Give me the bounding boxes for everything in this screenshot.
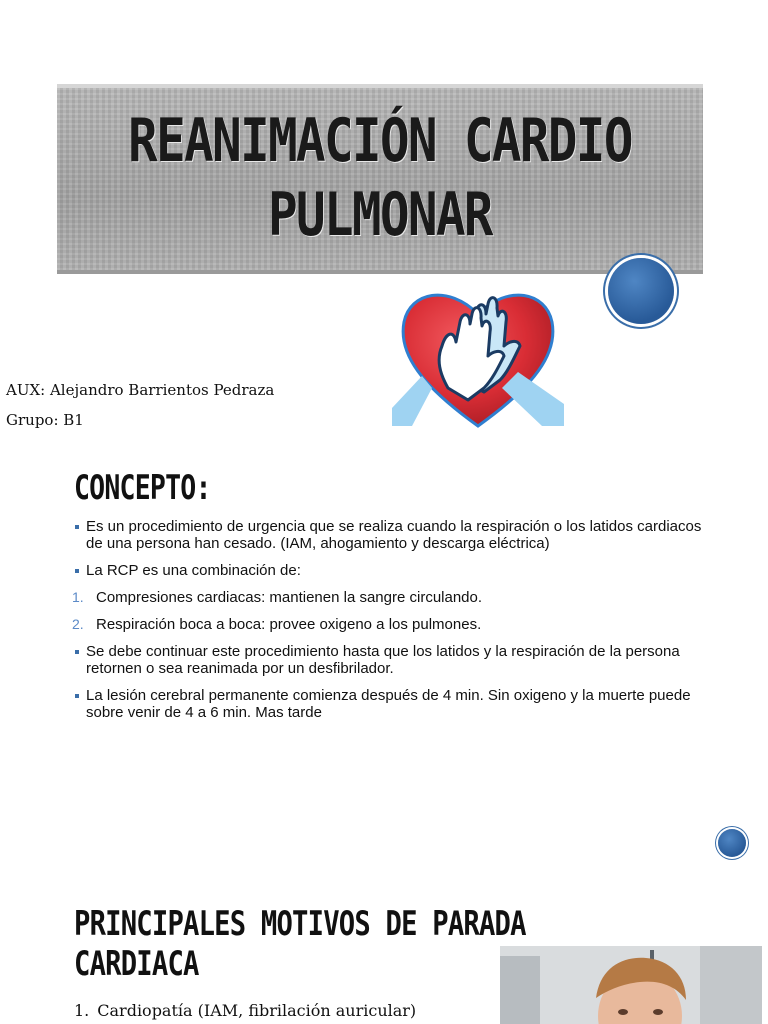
title-line-2: PULMONAR — [268, 180, 492, 250]
numbered-item — [72, 589, 702, 606]
title-band — [57, 84, 703, 274]
item-text: Cardiopatía (IAM, fibrilación auricular) — [97, 1001, 417, 1020]
concept-heading: CONCEPTO: — [74, 468, 211, 508]
item-number: 2. — [72, 616, 84, 632]
slide-title — [0, 0, 768, 440]
author-line: AUX: Alejandro Barrientos Pedraza — [6, 381, 275, 399]
list-item: Es un procedimiento de urgencia que se realiza cuando la respiración o los latidos cardiacos de una persona han cesado. (IAM, ahogamiento y descarga eléctrica) — [72, 518, 702, 552]
group-line: Grupo: B1 — [6, 411, 84, 429]
title-underline — [57, 270, 703, 274]
slide-concept — [0, 440, 768, 880]
heart-hands-icon — [392, 276, 564, 436]
item-number: 1. — [74, 1001, 90, 1020]
blue-circle-decoration — [608, 258, 674, 324]
slide-causes — [0, 880, 768, 1024]
list-item: Se debe continuar este procedimiento hasta que los latidos y la respiración de la persona retornen o sea reanimada por un desfibrilador. — [72, 643, 702, 677]
slide-title-text — [115, 104, 645, 252]
title-line-1: REANIMACIÓN CARDIO — [128, 106, 632, 176]
blue-circle-decoration — [718, 829, 746, 857]
causes-list — [74, 1001, 416, 1020]
list-item: La RCP es una combinación de: — [72, 562, 702, 579]
person-photo — [500, 946, 762, 1024]
item-number: 1. — [72, 589, 84, 605]
concept-list — [72, 518, 702, 731]
item-text: Respiración boca a boca: provee oxigeno a los pulmones. — [96, 616, 482, 633]
list-item: La lesión cerebral permanente comienza después de 4 min. Sin oxigeno y la muerte puede sobre venir de 4 a 6 min. Mas tarde — [72, 687, 702, 721]
numbered-item — [72, 616, 702, 633]
item-text: Compresiones cardiacas: mantienen la sangre circulando. — [96, 589, 483, 606]
causes-heading: PRINCIPALES MOTIVOS DE PARADA CARDIACA — [74, 904, 526, 984]
